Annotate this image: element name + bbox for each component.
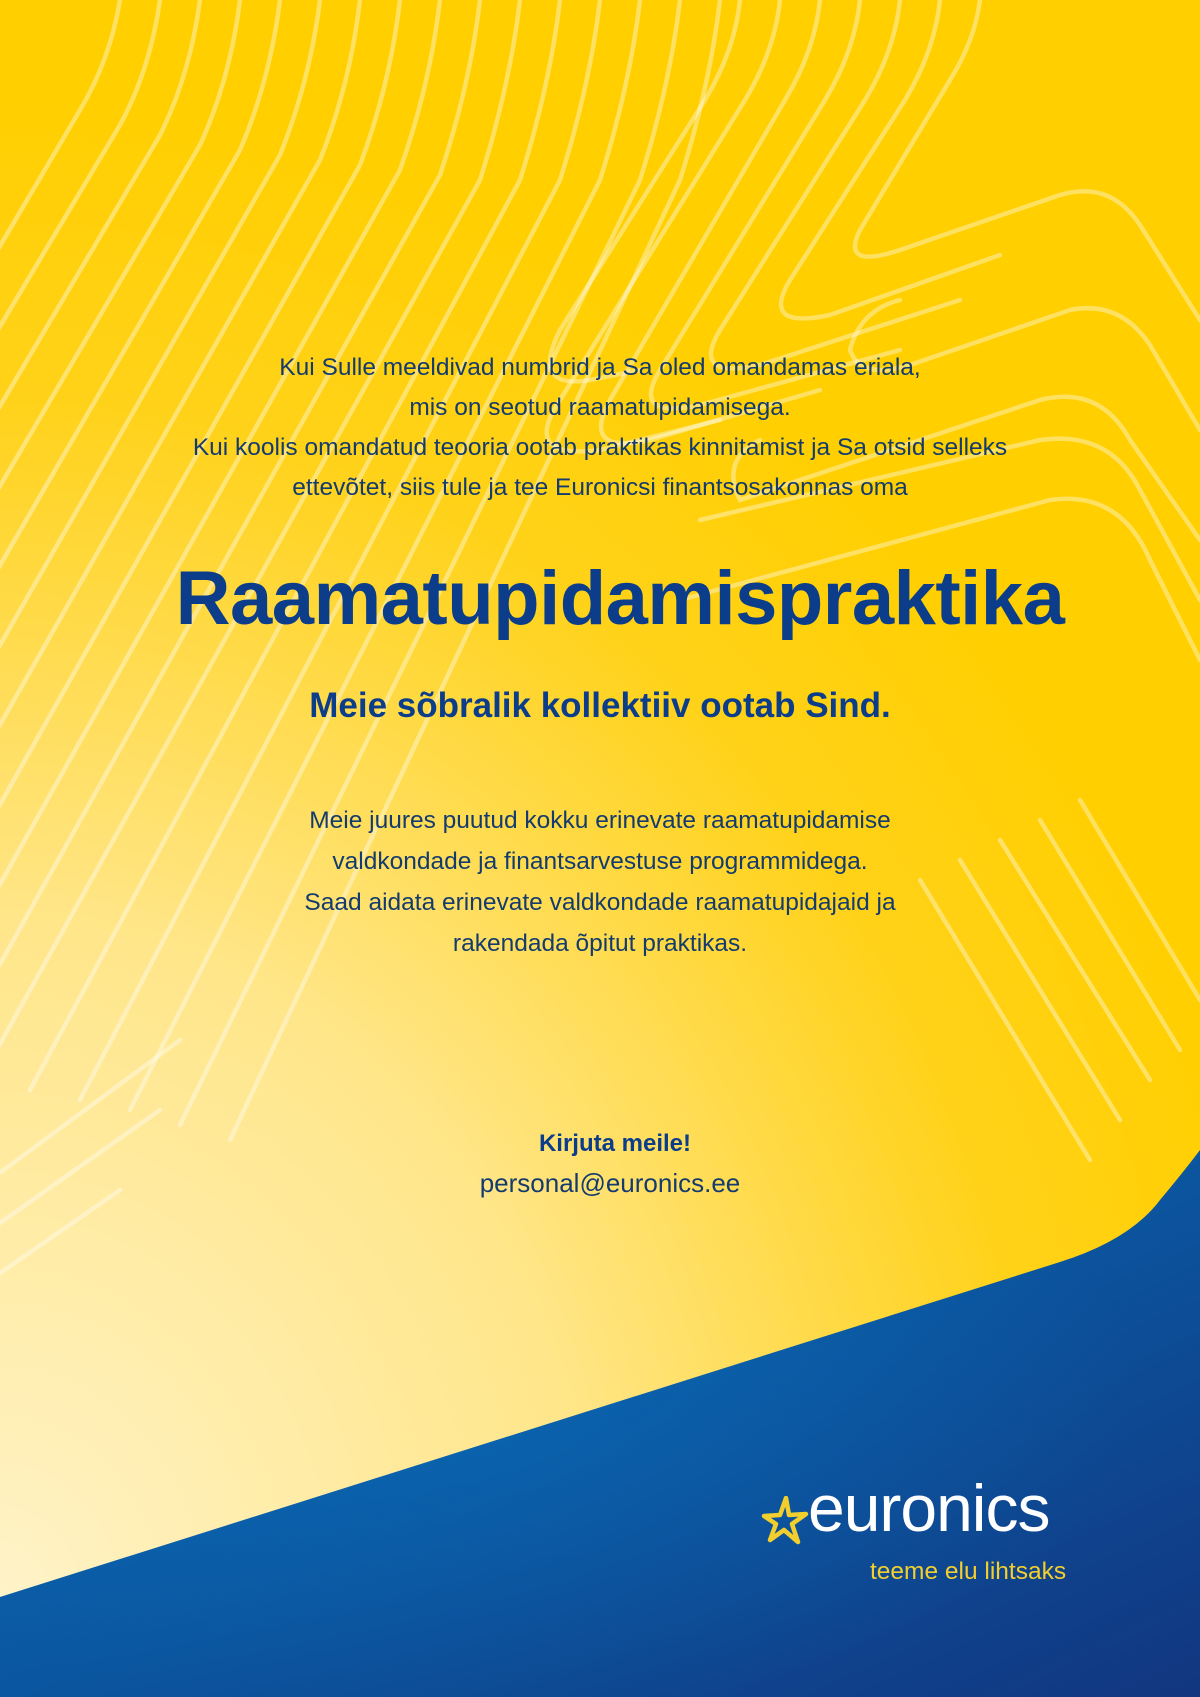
intro-line: ettevõtet, siis tule ja tee Euronicsi finantsosakonnas oma	[292, 474, 908, 501]
intro-paragraph	[0, 348, 1200, 508]
intro-line: mis on seotud raamatupidamisega.	[409, 394, 791, 421]
body-line: Meie juures puutud kokku erinevate raamatupidamise	[309, 807, 891, 834]
euronics-logo	[760, 1471, 1160, 1590]
body-paragraph	[0, 800, 1200, 964]
intro-line: Kui Sulle meeldivad numbrid ja Sa oled omandamas eriala,	[279, 354, 921, 381]
headline: Raamatupidamispraktika	[175, 556, 1065, 641]
body-line: rakendada õpitut praktikas.	[452, 930, 748, 957]
star-icon	[760, 1496, 810, 1546]
logo-tagline: teeme elu lihtsaks	[870, 1558, 1067, 1585]
intro-line: Kui koolis omandatud teooria ootab praktikas kinnitamist ja Sa otsid selleks	[192, 434, 1008, 461]
body-line: Saad aidata erinevate valdkondade raamatupidajaid ja	[304, 889, 896, 916]
body-line: valdkondade ja finantsarvestuse programmidega.	[332, 848, 868, 875]
logo-wordmark: euronics	[808, 1471, 1050, 1545]
contact-cta: Kirjuta meile!	[538, 1130, 692, 1157]
contact-email-link[interactable]: personal@euronics.ee	[479, 1168, 741, 1198]
subheadline: Meie sõbralik kollektiiv ootab Sind.	[309, 686, 891, 725]
